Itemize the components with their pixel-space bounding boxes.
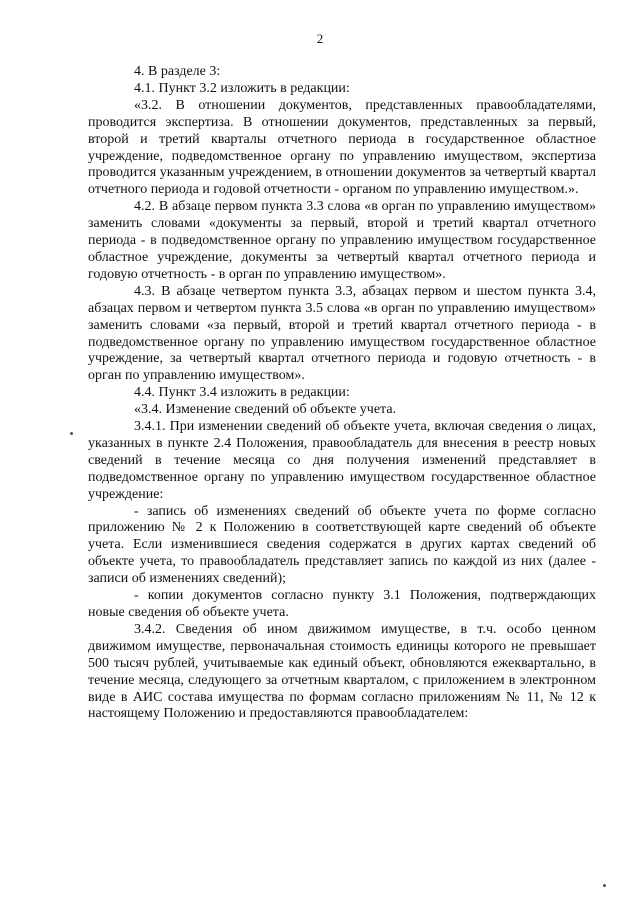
paragraph: 3.4.1. При изменении сведений об объекте учета, включая сведения о лицах, указанных в пункте 2.4 Положения, правообладатель для внесения в реестр новых сведений в течение месяца со дня получения изменений представляет в подведомственное органу по управлению имуществом государственное областное учреждение:	[88, 419, 596, 502]
paragraph: 4.3. В абзаце четвертом пункта 3.3, абзацах первом и шестом пункта 3.4, абзацах первом и четвертом пункта 3.5 слова «в орган по управлению имуществом» заменить словами «за первый, второй и третий квартал отчетного периода - в подведомственное органу по управлению имуществом государственное областное учреждение, за четвертый квартал отчетного периода и годовую отчетность - в орган по управлению имуществом».	[88, 283, 596, 384]
page-number: 2	[316, 31, 324, 46]
paragraph: 4.1. Пункт 3.2 изложить в редакции:	[134, 80, 350, 96]
paragraph: - копии документов согласно пункту 3.1 Положения, подтверждающих новые сведения об объекте учета.	[88, 588, 596, 620]
paragraph: - запись об изменениях сведений об объекте учета по форме согласно приложению № 2 к Положению в соответствующей карте сведений об объекте учета. Если изменившиеся сведения содержатся в других картах сведений об объекте учета, то правообладатель представляет запись по каждой из них (далее - записи об изменениях сведений);	[88, 503, 596, 587]
scan-speck	[70, 432, 73, 435]
paragraph: «3.2. В отношении документов, представленных правообладателями, проводится экспертиза. В отношении документов, представленных за первый, второй и третий кварталы отчетного периода в государственное областное учреждение, подведомственное органу по управлению имуществом, экспертиза проводится указанным учреждением, в отношении документов за четвертый квартал отчетного периода и годовой отчетности - органом по управлению имуществом.».	[88, 97, 596, 198]
document-body	[88, 64, 596, 723]
paragraph: 4.2. В абзаце первом пункта 3.3 слова «в орган по управлению имуществом» заменить словами «документы за первый, второй и третий квартал отчетного периода - в подведомственное органу по управлению имуществом государственное областное учреждение, документы за четвертый квартал отчетного периода и годовую отчетность - в орган по управлению имуществом».	[88, 199, 596, 282]
paragraph: 3.4.2. Сведения об ином движимом имуществе, в т.ч. особо ценном движимом имуществе, первоначальная стоимость единицы которого не превышает 500 тысяч рублей, учитываемые как единый объект, обновляются ежеквартально, в течение месяца, следующего за отчетным кварталом, с приложением в электронном виде в АИС состава имущества по формам согласно приложениям № 11, № 12 к настоящему Положению и предоставляются правообладателем:	[88, 621, 596, 722]
paragraph: 4. В разделе 3:	[134, 64, 221, 79]
paragraph: 4.4. Пункт 3.4 изложить в редакции:	[134, 385, 350, 401]
scan-speck	[603, 884, 606, 887]
paragraph: «3.4. Изменение сведений об объекте учета.	[134, 402, 397, 418]
